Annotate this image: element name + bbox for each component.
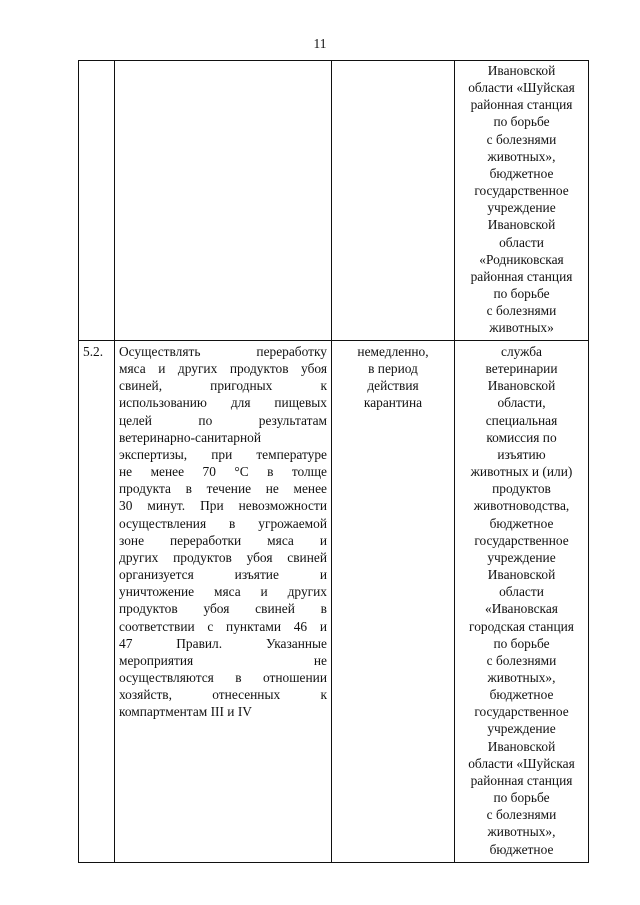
text-line: хозяйств, отнесенных к [119, 687, 327, 703]
text-line: районная станция [470, 268, 573, 284]
text-line: действия [367, 378, 419, 394]
responsible-cell [455, 61, 589, 341]
text-line: государственное [474, 183, 569, 199]
text-line: свиней, пригодных к [119, 378, 327, 394]
text-line: области «Шуйская [468, 80, 575, 96]
item-number-cell: 5.2. [79, 341, 115, 863]
text-line: ветеринарии [485, 361, 558, 377]
text-line: учреждение [487, 200, 556, 216]
text-line: карантина [363, 395, 423, 411]
text-line: Осуществлять переработку [119, 344, 327, 359]
measure-cell [115, 341, 332, 863]
text-line: соответствии с пунктами 46 и [119, 618, 327, 634]
text-line: по борьбе [493, 790, 550, 806]
text-line: ветеринарно-санитарной [119, 429, 262, 445]
text-line: экспертизы, при температуре [119, 446, 327, 462]
measure-cell [115, 61, 332, 341]
text-line: Ивановской [487, 378, 556, 394]
text-line: бюджетное [489, 165, 554, 181]
text-line: комиссия по [486, 429, 557, 445]
text-line: государственное [474, 532, 569, 548]
text-line: учреждение [487, 721, 556, 737]
text-line: 30 минут. При невозможности [119, 498, 327, 514]
text-line: 47 Правил. Указанные [119, 635, 327, 651]
text-line: немедленно, [357, 344, 429, 359]
text-line: зоне переработки мяса и [119, 532, 327, 548]
text-line: с болезнями [486, 303, 557, 319]
text-line: уничтожение мяса и других [119, 584, 327, 600]
text-line: компартментам III и IV [119, 704, 252, 720]
text-line: с болезнями [486, 652, 557, 668]
text-line: учреждение [487, 549, 556, 565]
text-line: «Ивановская [485, 601, 558, 617]
text-line: мероприятия не [119, 652, 327, 668]
text-line: продукта в течение не менее [119, 481, 327, 497]
text-line: продуктов [492, 481, 551, 497]
measures-table [78, 60, 589, 863]
text-line: государственное [474, 704, 569, 720]
item-number-cell [79, 61, 115, 341]
term-cell [332, 341, 455, 863]
term-cell [332, 61, 455, 341]
text-line: Ивановской [487, 738, 556, 754]
text-line: животных» [489, 320, 554, 336]
text-line: Ивановской [487, 217, 556, 233]
text-line: районная станция [470, 772, 573, 788]
text-line: области [499, 234, 544, 250]
text-line: использованию для пищевых [119, 395, 327, 411]
text-line: по борьбе [493, 286, 550, 302]
text-line: городская станция [469, 618, 574, 634]
text-line: специальная [485, 412, 558, 428]
text-line: области, [497, 395, 546, 411]
text-line: продуктов убоя свиней в [119, 601, 327, 617]
text-line: других продуктов убоя свиней [119, 549, 327, 565]
text-line: области [499, 584, 544, 600]
text-line: животноводства, [473, 498, 570, 514]
text-line: изъятию [497, 446, 546, 462]
text-line: мяса и других продуктов убоя [119, 361, 327, 377]
text-line: не менее 70 °C в толще [119, 464, 327, 480]
table-row-continued [79, 61, 589, 341]
text-line: животных», [487, 669, 556, 685]
text-line: животных», [487, 148, 556, 164]
text-line: бюджетное [489, 841, 554, 857]
text-line: в период [368, 361, 418, 377]
text-line: «Родниковская [479, 251, 564, 267]
text-line: бюджетное [489, 515, 554, 531]
text-line: с болезнями [486, 131, 557, 147]
text-line: организуется изъятие и [119, 567, 327, 583]
text-line: области «Шуйская [468, 755, 575, 771]
text-line: животных», [487, 824, 556, 840]
text-line: целей по результатам [119, 412, 327, 428]
text-line: по борьбе [493, 635, 550, 651]
text-line: с болезнями [486, 807, 557, 823]
text-line: животных и (или) [470, 464, 573, 480]
text-line: бюджетное [489, 687, 554, 703]
text-line: по борьбе [493, 114, 550, 130]
text-line: районная станция [470, 97, 573, 113]
text-line: осуществления в угрожаемой [119, 515, 327, 531]
text-line: Ивановской [487, 63, 556, 78]
table-row-5-2 [79, 341, 589, 863]
responsible-cell [455, 341, 589, 863]
text-line: служба [501, 344, 542, 359]
text-line: Ивановской [487, 567, 556, 583]
page-number: 11 [313, 36, 327, 51]
text-line: осуществляются в отношении [119, 669, 327, 685]
